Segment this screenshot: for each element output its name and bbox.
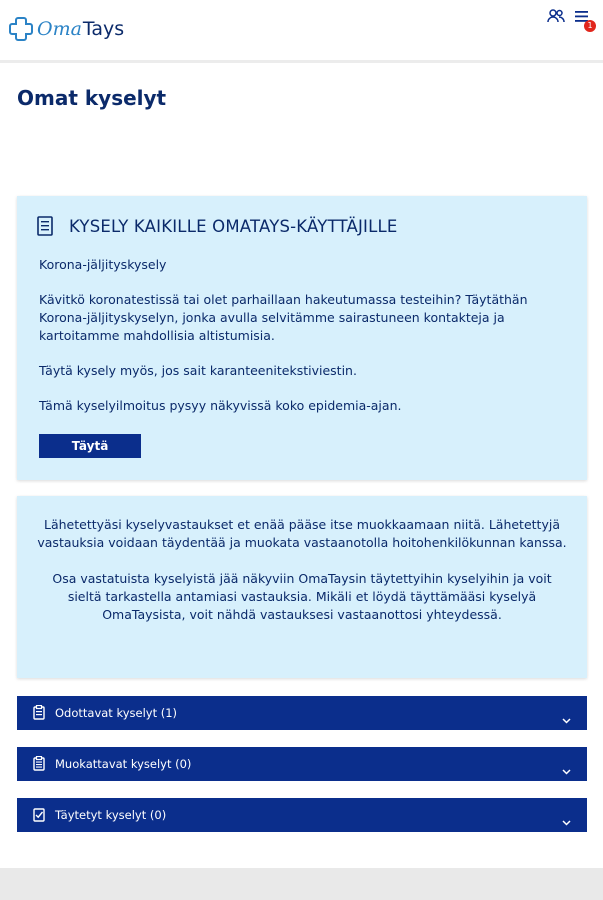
accordion-pending-surveys[interactable]: [17, 696, 587, 730]
clipboard-icon: [33, 705, 45, 724]
page-title: Omat kyselyt: [17, 86, 167, 110]
fill-survey-button[interactable]: Täytä: [39, 434, 141, 458]
document-icon: [37, 216, 53, 236]
survey-paragraph-1: Kävitkö koronatestissä tai olet parhaillaan hakeutumassa testeihin? Täytäthän Korona-jäljityskyselyn, jonka avulla selvitämme sairastuneen kontakteja ja kartoitamme mahdollisia altistumisia.: [39, 292, 528, 343]
survey-card-title: KYSELY KAIKILLE OMATAYS-KÄYTTÄJILLE: [69, 216, 398, 236]
accordion-label: Muokattavat kyselyt (0): [55, 757, 192, 771]
info-card-body: [37, 516, 567, 642]
info-paragraph-2: Osa vastatuista kyselyistä jää näkyviin OmaTaysin täytettyihin kyselyihin ja voit sieltä tarkastella antamiasi vastauksia. Mikäli et löydä täyttämääsi kyselyä OmaTaysista, voit nähdä vastauksesi vastaanottosi yhteydessä.: [52, 571, 552, 622]
accordion-completed-surveys[interactable]: [17, 798, 587, 832]
clipboard-check-icon: [33, 807, 45, 826]
info-paragraph-1: Lähetettyäsi kyselyvastaukset et enää pääse itse muokkaamaan niitä. Lähetettyjä vastauksia voidaan täydentää ja muokata vastaanotolla hoitohenkilökunnan kanssa.: [37, 517, 567, 550]
logo-text-oma: Oma: [37, 18, 82, 40]
survey-paragraph-2: Täytä kysely myös, jos sait karanteenitekstiviestin.: [39, 363, 357, 378]
chevron-down-icon: [562, 709, 571, 728]
accordion-label: Odottavat kyselyt (1): [55, 706, 178, 720]
survey-card-header: [37, 216, 398, 236]
notification-badge: 1: [584, 20, 596, 32]
logo-cross-icon: [8, 16, 34, 42]
survey-announcement-card: [17, 196, 587, 480]
clipboard-list-icon: [33, 756, 45, 775]
chevron-down-icon: [562, 760, 571, 779]
people-icon[interactable]: [547, 8, 565, 28]
survey-card-body: [39, 256, 569, 432]
info-card: [17, 496, 587, 678]
accordion-editable-surveys[interactable]: [17, 747, 587, 781]
survey-paragraph-3: Tämä kyselyilmoitus pysyy näkyvissä koko epidemia-ajan.: [39, 398, 402, 413]
app-header: [0, 0, 603, 63]
logo-text-tays: Tays: [82, 18, 125, 40]
chevron-down-icon: [562, 811, 571, 830]
accordion-label: Täytetyt kyselyt (0): [55, 808, 167, 822]
survey-subtitle: Korona-jäljityskysely: [39, 257, 167, 272]
omatays-logo[interactable]: [8, 14, 124, 44]
footer-bar: [0, 868, 603, 900]
